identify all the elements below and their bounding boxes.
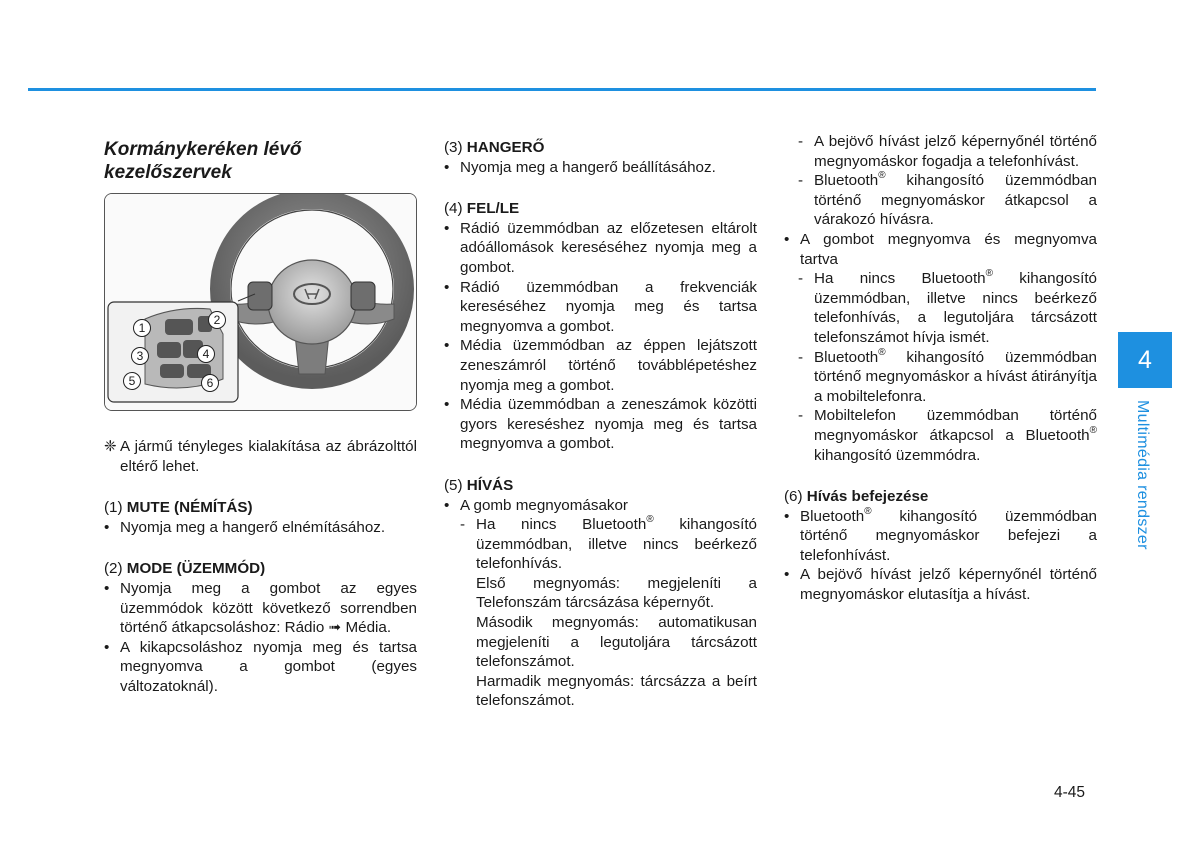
updown-item-text: Rádió üzemmódban a frekvenciák kereséséhez nyomja meg és tartsa megnyomva a gombot. bbox=[460, 278, 757, 335]
call-sub-a bbox=[476, 515, 757, 574]
bullet: • bbox=[104, 579, 110, 597]
text-part: kihangosító üzemmódban történő megnyomáskor a hívást átirányítja a mobiltelefonra. bbox=[814, 348, 1097, 405]
sub-item bbox=[784, 348, 1097, 407]
sub-item bbox=[784, 171, 1097, 230]
list-item bbox=[444, 395, 757, 454]
text-part: Bluetooth bbox=[800, 507, 865, 525]
list-item bbox=[444, 336, 757, 395]
list-item bbox=[444, 219, 757, 278]
endcall-item1 bbox=[800, 507, 1097, 566]
steering-wheel-illustration bbox=[105, 194, 416, 410]
updown-heading bbox=[444, 199, 757, 219]
volume-heading bbox=[444, 138, 757, 158]
dash: - bbox=[798, 172, 804, 190]
text-part: kihangosító üzemmódban, illetve nincs beérkező telefonhívás. bbox=[476, 516, 757, 573]
call-item-text: A gomb megnyomásakor bbox=[460, 496, 628, 514]
bullet: • bbox=[104, 638, 110, 656]
sub-item bbox=[784, 132, 1097, 171]
dash: - bbox=[798, 348, 804, 366]
column-3 bbox=[784, 132, 1097, 605]
list-item bbox=[444, 158, 757, 178]
call-first-press: Első megnyomás: megjeleníti a Telefonszám tárcsázása képernyőt. bbox=[476, 574, 757, 612]
bullet: • bbox=[784, 507, 790, 525]
call-sub-c bbox=[814, 171, 1097, 230]
updown-item-text: Média üzemmódban a zeneszámok közötti gyors kereséshez nyomja meg és tartsa megnyomva a gombot. bbox=[460, 396, 757, 453]
bullet: • bbox=[444, 219, 450, 237]
bullet: • bbox=[784, 566, 790, 584]
endcall-item2: A bejövő hívást jelző képernyőnél történő megnyomáskor elutasítja a hívást. bbox=[800, 566, 1097, 604]
note-text: A jármű tényleges kialakítása az ábrázolttól eltérő lehet. bbox=[120, 438, 417, 475]
bullet: • bbox=[444, 337, 450, 355]
dash: - bbox=[460, 516, 466, 534]
section-title: Kormánykeréken lévő kezelőszervek bbox=[104, 139, 302, 183]
chapter-tab: 4 bbox=[1118, 332, 1172, 388]
call-second-press: Második megnyomás: automatikusan megjeleníti a legutoljára tárcsázott telefonszámot. bbox=[476, 614, 757, 671]
volume-number: (3) bbox=[444, 139, 463, 156]
list-item bbox=[104, 638, 417, 697]
mute-item-text: Nyomja meg a hangerő elnémításához. bbox=[120, 518, 386, 536]
text-part: kihangosító üzemmódban történő megnyomáskor befejezi a telefonhívást. bbox=[800, 507, 1097, 564]
call-number: (5) bbox=[444, 476, 463, 494]
text-part: kihangosító üzemmódra. bbox=[814, 446, 981, 464]
callout-6: 6 bbox=[201, 374, 219, 392]
registered-mark: ® bbox=[985, 268, 994, 280]
list-item bbox=[444, 278, 757, 337]
call-sub-f bbox=[814, 406, 1097, 465]
call-sub-d bbox=[814, 269, 1097, 347]
endcall-heading bbox=[784, 487, 1097, 507]
call-heading bbox=[444, 476, 757, 496]
updown-number: (4) bbox=[444, 200, 463, 218]
text-part: Bluetooth bbox=[814, 348, 879, 366]
bullet: • bbox=[444, 396, 450, 414]
mute-number: (1) bbox=[104, 499, 123, 517]
bullet: • bbox=[104, 518, 110, 536]
updown-item-text: Média üzemmódban az éppen lejátszott zeneszámról történő továbblépetéshez nyomja meg a gombot. bbox=[460, 337, 757, 394]
callout-4: 4 bbox=[197, 345, 215, 363]
list-item bbox=[104, 579, 417, 638]
registered-mark: ® bbox=[864, 505, 872, 517]
sub-item bbox=[784, 406, 1097, 465]
call-item2-text: A gombot megnyomva és megnyomva tartva bbox=[800, 230, 1097, 268]
call-sub-b: A bejövő hívást jelző képernyőnél történő megnyomáskor fogadja a telefonhívást. bbox=[814, 133, 1097, 170]
call-title: HÍVÁS bbox=[466, 476, 514, 494]
column-1 bbox=[104, 132, 417, 697]
list-item bbox=[784, 507, 1097, 566]
column-2 bbox=[444, 132, 757, 711]
top-rule bbox=[28, 88, 1096, 91]
mute-title: MUTE (NÉMÍTÁS) bbox=[126, 499, 253, 517]
call-third-press: Harmadik megnyomás: tárcsázza a beírt telefonszámot. bbox=[476, 672, 757, 710]
volume-title: HANGERŐ bbox=[466, 139, 545, 156]
sub-item bbox=[444, 515, 757, 574]
endcall-number: (6) bbox=[784, 488, 803, 506]
text-part: Ha nincs Bluetooth bbox=[476, 516, 647, 534]
callout-3: 3 bbox=[131, 347, 149, 365]
mode-number: (2) bbox=[104, 560, 123, 578]
mute-heading bbox=[104, 498, 417, 518]
volume-item-text: Nyomja meg a hangerő beállításához. bbox=[460, 158, 716, 176]
text-part: kihangosító üzemmódban történő megnyomáskor átkapcsol a várakozó hívásra. bbox=[814, 172, 1097, 229]
chapter-label bbox=[1130, 400, 1152, 570]
mode-item-text: Nyomja meg a gombot az egyes üzemmódok között következő sorrendben történő átkapcsoláshoz: Rádio ➟ Média. bbox=[120, 579, 417, 637]
chapter-label-text: Multimédia rendszer bbox=[1134, 400, 1151, 550]
list-item bbox=[784, 565, 1097, 604]
bullet: • bbox=[444, 158, 450, 176]
mode-item-text: A kikapcsoláshoz nyomja meg és tartsa megnyomva a gombot (egyes változatoknál). bbox=[120, 638, 417, 695]
callout-1: 1 bbox=[133, 319, 151, 337]
call-sub-e bbox=[814, 348, 1097, 407]
list-item bbox=[104, 518, 417, 538]
registered-mark: ® bbox=[878, 170, 886, 182]
text-part: Bluetooth bbox=[814, 172, 879, 190]
bullet: • bbox=[444, 278, 450, 296]
dash: - bbox=[798, 270, 804, 288]
page-number: 4-45 bbox=[1054, 784, 1086, 801]
bullet: • bbox=[784, 230, 790, 248]
mode-heading bbox=[104, 559, 417, 579]
mode-title: MODE (ÜZEMMÓD) bbox=[126, 560, 266, 578]
steering-wheel-figure bbox=[104, 193, 417, 411]
note bbox=[104, 437, 417, 476]
list-item bbox=[784, 230, 1097, 269]
text-part: Ha nincs Bluetooth bbox=[814, 270, 986, 288]
list-item bbox=[444, 496, 757, 516]
text-part: Mobiltelefon üzemmódban történő megnyomáskor átkapcsol a Bluetooth bbox=[814, 407, 1097, 444]
endcall-title: Hívás befejezése bbox=[806, 488, 929, 506]
registered-mark: ® bbox=[646, 514, 654, 526]
dash: - bbox=[798, 407, 804, 425]
note-symbol: ❈ bbox=[104, 438, 117, 455]
callout-5: 5 bbox=[123, 372, 141, 390]
registered-mark: ® bbox=[878, 346, 886, 358]
updown-title: FEL/LE bbox=[466, 200, 520, 218]
registered-mark: ® bbox=[1089, 424, 1097, 436]
bullet: • bbox=[444, 496, 450, 514]
updown-item-text: Rádió üzemmódban az előzetesen eltárolt adóállomások kereséséhez nyomja meg a gombot. bbox=[460, 219, 757, 276]
text-part: kihangosító üzemmódban, illetve nincs beérkező telefonhívás, a legutoljára tárcsázott telefonszámot hívja ismét. bbox=[814, 270, 1097, 346]
sub-item bbox=[784, 269, 1097, 347]
dash: - bbox=[798, 133, 804, 150]
callout-2: 2 bbox=[208, 311, 226, 329]
